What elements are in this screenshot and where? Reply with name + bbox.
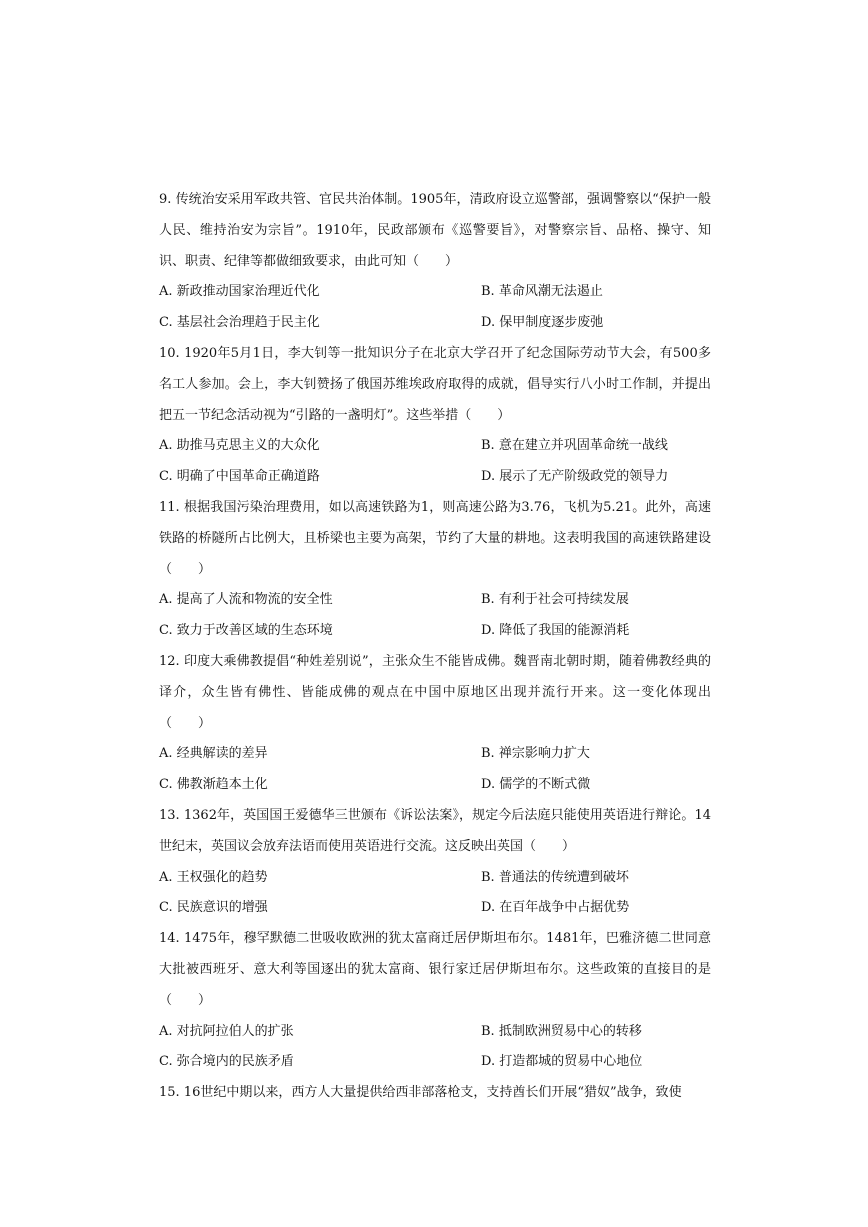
option-b: B. 普通法的传统遭到破坏 <box>481 869 629 885</box>
question-13 <box>159 801 711 924</box>
option-b: B. 有利于社会可持续发展 <box>481 592 629 608</box>
answer-options <box>159 739 711 801</box>
question-15 <box>159 1078 711 1109</box>
question-list <box>159 185 711 1109</box>
option-c: C. 明确了中国革命正确道路 <box>159 469 320 485</box>
option-c: C. 基层社会治理趋于民主化 <box>159 315 320 331</box>
option-b: B. 抵制欧洲贸易中心的转移 <box>481 1023 642 1039</box>
question-stem: 13. 1362年，英国国王爱德华三世颁布《诉讼法案》，规定今后法庭只能使用英语进行辩论。14世纪末，英国议会放弃法语而使用英语进行交流。这反映出英国（ ） <box>159 807 711 854</box>
option-b: B. 禅宗影响力扩大 <box>481 746 590 762</box>
option-a: A. 助推马克思主义的大众化 <box>159 438 320 454</box>
answer-options <box>159 431 711 493</box>
option-c: C. 佛教渐趋本土化 <box>159 777 268 793</box>
option-d: D. 在百年战争中占据优势 <box>481 900 630 916</box>
question-14 <box>159 924 711 1078</box>
option-c: C. 弥合境内的民族矛盾 <box>159 1054 294 1070</box>
option-a: A. 提高了人流和物流的安全性 <box>159 592 333 608</box>
question-9 <box>159 185 711 339</box>
question-stem: 12. 印度大乘佛教提倡“种姓差别说”，主张众生不能皆成佛。魏晋南北朝时期，随着佛教经典的译介，众生皆有佛性、皆能成佛的观点在中国中原地区出现并流行开来。这一变化体现出（ ） <box>159 653 711 731</box>
option-b: B. 意在建立并巩固革命统一战线 <box>481 438 668 454</box>
question-stem: 10. 1920年5月1日，李大钊等一批知识分子在北京大学召开了纪念国际劳动节大会，有500多名工人参加。会上，李大钊赞扬了俄国苏维埃政府取得的成就，倡导实行八小时工作制，并提出把五一节纪念活动视为“引路的一盏明灯”。这些举措（ ） <box>159 345 711 423</box>
option-d: D. 打造都城的贸易中心地位 <box>481 1054 643 1070</box>
option-c: C. 民族意识的增强 <box>159 900 268 916</box>
question-stem: 15. 16世纪中期以来，西方人大量提供给西非部落枪支，支持酋长们开展“猎奴”战争，致使 <box>159 1085 682 1101</box>
question-stem: 11. 根据我国污染治理费用，如以高速铁路为1，则高速公路为3.76，飞机为5.21。此外，高速铁路的桥隧所占比例大，且桥梁也主要为高架，节约了大量的耕地。这表明我国的高速铁路建设（ ） <box>159 499 711 577</box>
option-a: A. 经典解读的差异 <box>159 746 268 762</box>
question-stem: 9. 传统治安采用军政共管、官民共治体制。1905年，清政府设立巡警部，强调警察以“保护一般人民、维持治安为宗旨”。1910年，民政部颁布《巡警要旨》，对警察宗旨、品格、操守、知识、职责、纪律等都做细致要求，由此可知（ ） <box>159 192 711 269</box>
option-b: B. 革命风潮无法遏止 <box>481 284 603 300</box>
question-10 <box>159 339 711 493</box>
option-c: C. 致力于改善区域的生态环境 <box>159 623 333 639</box>
option-d: D. 儒学的不断式微 <box>481 777 591 793</box>
option-d: D. 保甲制度逐步废弛 <box>481 315 604 331</box>
option-d: D. 展示了无产阶级政党的领导力 <box>481 469 669 485</box>
option-a: A. 对抗阿拉伯人的扩张 <box>159 1023 294 1039</box>
answer-options <box>159 585 711 647</box>
question-11 <box>159 493 711 647</box>
question-12 <box>159 647 711 801</box>
answer-options <box>159 863 711 925</box>
option-a: A. 新政推动国家治理近代化 <box>159 284 320 300</box>
question-stem: 14. 1475年，穆罕默德二世吸收欧洲的犹太富商迁居伊斯坦布尔。1481年，巴雅济德二世同意大批被西班牙、意大利等国逐出的犹太富商、银行家迁居伊斯坦布尔。这些政策的直接目的是（ ） <box>159 931 711 1008</box>
answer-options <box>159 1017 711 1079</box>
answer-options <box>159 277 711 339</box>
option-d: D. 降低了我国的能源消耗 <box>481 623 630 639</box>
option-a: A. 王权强化的趋势 <box>159 869 268 885</box>
